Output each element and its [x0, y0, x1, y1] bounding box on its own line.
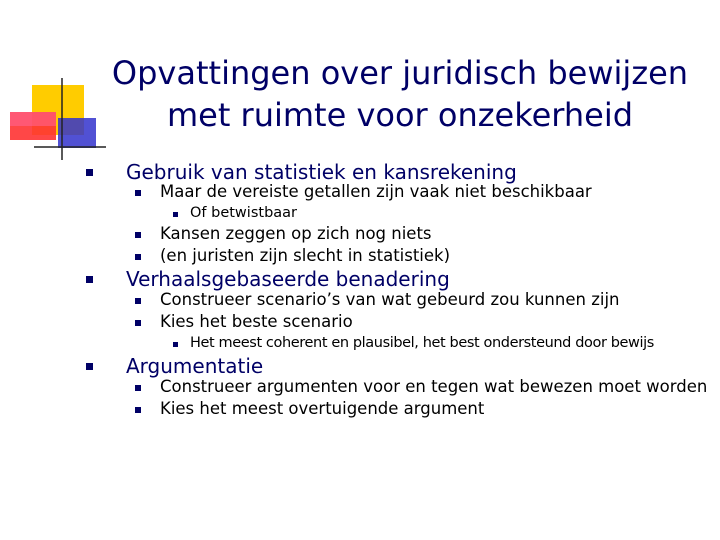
bullet-marker	[173, 342, 178, 347]
bullet-story-based: Verhaalsgebaseerde benadering	[126, 267, 450, 291]
bullet-lawyers-statistics: (en juristen zijn slecht in statistiek)	[160, 246, 450, 265]
bullet-numbers-unavailable: Maar de vereiste getallen zijn vaak niet beschikbaar	[160, 182, 592, 201]
title-line-1: Opvattingen over juridisch bewijzen	[111, 54, 689, 92]
bullet-argumentation: Argumentatie	[126, 354, 263, 378]
bullet-marker	[135, 298, 141, 304]
bullet-marker	[86, 276, 93, 283]
bullet-marker	[135, 254, 141, 260]
bullet-best-scenario: Kies het beste scenario	[160, 312, 353, 331]
bullet-most-coherent: Het meest coherent en plausibel, het best ondersteund door bewijs	[190, 335, 654, 351]
bullet-statistics: Gebruik van statistiek en kansrekening	[126, 160, 517, 184]
bullet-marker	[135, 320, 141, 326]
bullet-marker	[135, 232, 141, 238]
bullet-marker	[135, 407, 141, 413]
bullet-construct-arguments: Construeer argumenten voor en tegen wat bewezen moet worden	[160, 377, 707, 396]
bullet-construct-scenarios: Construeer scenario’s van wat gebeurd zou kunnen zijn	[160, 290, 620, 309]
bullet-marker	[135, 385, 141, 391]
bullet-disputable: Of betwistbaar	[190, 205, 297, 221]
bullet-marker	[86, 169, 93, 176]
bullet-marker	[173, 212, 178, 217]
bullet-most-convincing: Kies het meest overtuigende argument	[160, 399, 484, 418]
bullet-marker	[135, 190, 141, 196]
title-line-2: met ruimte voor onzekerheid	[166, 96, 634, 134]
bullet-probabilities: Kansen zeggen op zich nog niets	[160, 224, 432, 243]
bullet-marker	[86, 363, 93, 370]
